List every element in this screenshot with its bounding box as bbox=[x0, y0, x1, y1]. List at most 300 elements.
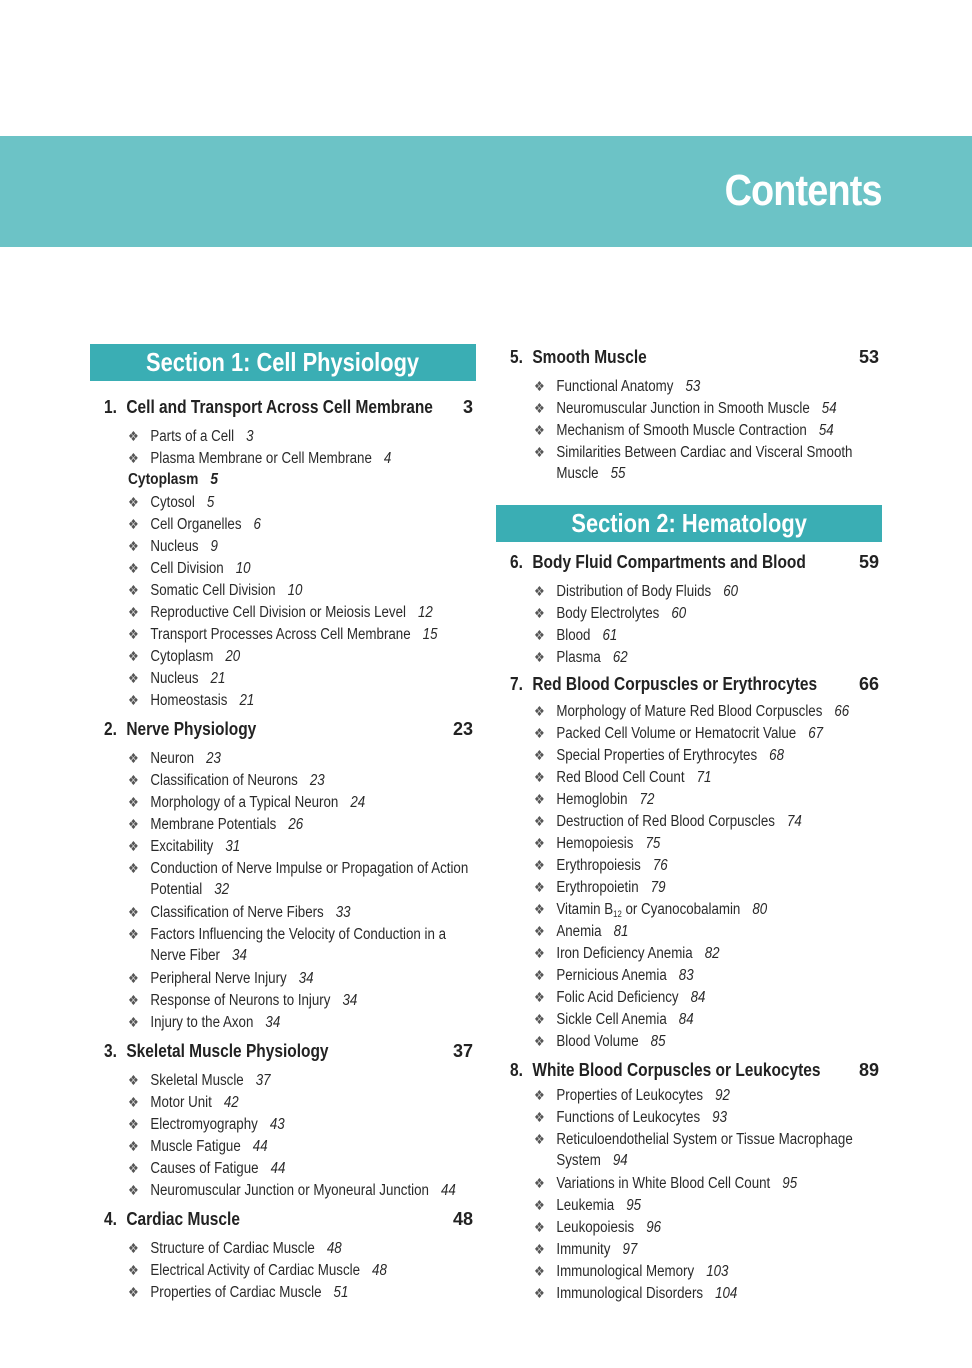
toc-item-text: Erythropoiesis bbox=[556, 857, 641, 874]
toc-item[interactable] bbox=[534, 1282, 737, 1305]
toc-page-number: 74 bbox=[786, 813, 802, 830]
toc-item-text: Factors Influencing the Velocity of Conduction in a bbox=[150, 926, 447, 943]
bullet-icon: ❖ bbox=[534, 378, 545, 394]
chapter-page-number: 59 bbox=[858, 552, 879, 572]
section-heading-label: Section 2: Hematology bbox=[571, 508, 807, 538]
toc-item-text: Reticuloendothelial System or Tissue Macrophage bbox=[556, 1131, 853, 1148]
chapter-number: 4. bbox=[104, 1209, 117, 1229]
toc-item[interactable] bbox=[534, 1216, 661, 1239]
toc-item-text: Motor Unit bbox=[150, 1094, 212, 1111]
bullet-icon: ❖ bbox=[128, 1116, 139, 1132]
bullet-icon: ❖ bbox=[128, 1262, 139, 1278]
toc-item[interactable] bbox=[534, 1030, 665, 1053]
toc-item[interactable] bbox=[534, 580, 738, 603]
toc-item[interactable] bbox=[128, 835, 240, 858]
chapter-title[interactable] bbox=[104, 1040, 329, 1062]
toc-page-number: 21 bbox=[239, 692, 255, 709]
toc-item-text: Leukemia bbox=[556, 1197, 615, 1214]
bullet-icon: ❖ bbox=[534, 444, 545, 460]
toc-item[interactable] bbox=[128, 645, 240, 668]
bullet-icon: ❖ bbox=[128, 794, 139, 810]
toc-item-text: Injury to the Axon bbox=[150, 1014, 254, 1031]
subscript: 12 bbox=[613, 909, 622, 919]
toc-item-text: Nucleus bbox=[150, 670, 199, 687]
bullet-icon: ❖ bbox=[534, 769, 545, 785]
bullet-icon: ❖ bbox=[534, 1131, 545, 1147]
toc-item[interactable] bbox=[128, 1069, 271, 1092]
toc-page-number: 95 bbox=[782, 1175, 798, 1192]
toc-item-text: Response of Neurons to Injury bbox=[150, 992, 331, 1009]
toc-page-number: 71 bbox=[696, 769, 712, 786]
toc-item[interactable] bbox=[128, 1113, 285, 1136]
toc-item-text: Electromyography bbox=[150, 1116, 258, 1133]
toc-item-text: Homeostasis bbox=[150, 692, 228, 709]
toc-item[interactable] bbox=[128, 813, 303, 836]
toc-page-number: 34 bbox=[232, 947, 247, 964]
bullet-icon: ❖ bbox=[534, 1033, 545, 1049]
toc-item[interactable] bbox=[534, 441, 852, 464]
toc-page-number: 26 bbox=[288, 816, 304, 833]
bullet-icon: ❖ bbox=[128, 1182, 139, 1198]
bullet-icon: ❖ bbox=[128, 428, 139, 444]
toc-page-number: 6 bbox=[253, 516, 261, 533]
bullet-icon: ❖ bbox=[128, 1160, 139, 1176]
toc-item-text: Transport Processes Across Cell Membrane bbox=[150, 626, 411, 643]
toc-item-text: Excitability bbox=[150, 838, 214, 855]
toc-page-number: 10 bbox=[287, 582, 303, 599]
toc-item[interactable] bbox=[534, 646, 628, 669]
section-heading bbox=[90, 344, 476, 381]
toc-item-text: Iron Deficiency Anemia bbox=[556, 945, 693, 962]
chapter-title-text: Smooth Muscle bbox=[532, 347, 647, 367]
toc-item[interactable] bbox=[534, 942, 720, 965]
toc-page-number: 44 bbox=[270, 1160, 286, 1177]
toc-page-number: 62 bbox=[612, 649, 628, 666]
chapter-page-number: 3 bbox=[462, 397, 473, 417]
toc-subheading-text: Cytoplasm bbox=[128, 471, 199, 488]
toc-item-text: Cell Division bbox=[150, 560, 224, 577]
bullet-icon: ❖ bbox=[534, 1109, 545, 1125]
toc-item-text: Nucleus bbox=[150, 538, 199, 555]
toc-page-number: 5 bbox=[210, 471, 219, 488]
toc-item[interactable] bbox=[128, 747, 221, 770]
toc-item-text: Morphology of Mature Red Blood Corpuscles bbox=[556, 703, 823, 720]
toc-page-number: 34 bbox=[342, 992, 358, 1009]
bullet-icon: ❖ bbox=[534, 791, 545, 807]
chapter-title[interactable] bbox=[510, 551, 806, 573]
bullet-icon: ❖ bbox=[128, 450, 139, 466]
bullet-icon: ❖ bbox=[128, 582, 139, 598]
bullet-icon: ❖ bbox=[128, 516, 139, 532]
chapter-title-text: Cell and Transport Across Cell Membrane bbox=[126, 397, 433, 417]
bullet-icon: ❖ bbox=[128, 648, 139, 664]
chapter-page-number: 66 bbox=[858, 674, 879, 694]
page-title: Contents bbox=[724, 166, 882, 215]
toc-item-text: Electrical Activity of Cardiac Muscle bbox=[150, 1262, 361, 1279]
bullet-icon: ❖ bbox=[534, 923, 545, 939]
toc-page-number: 34 bbox=[265, 1014, 281, 1031]
toc-item-text: Variations in White Blood Cell Count bbox=[556, 1175, 771, 1192]
toc-item-text: Neuromuscular Junction or Myoneural Junction bbox=[150, 1182, 429, 1199]
bullet-icon: ❖ bbox=[534, 747, 545, 763]
chapter-title-text: Body Fluid Compartments and Blood bbox=[532, 552, 806, 572]
toc-page-number: 12 bbox=[417, 604, 433, 621]
toc-item[interactable] bbox=[128, 1011, 280, 1034]
toc-item[interactable] bbox=[128, 535, 218, 558]
toc-page-number: 103 bbox=[706, 1263, 729, 1280]
toc-page-number: 44 bbox=[440, 1182, 456, 1199]
toc-item-text: Parts of a Cell bbox=[150, 428, 235, 445]
toc-page-number: 54 bbox=[818, 422, 834, 439]
toc-item[interactable] bbox=[534, 624, 617, 647]
toc-item[interactable] bbox=[534, 700, 849, 723]
bullet-icon: ❖ bbox=[534, 627, 545, 643]
toc-page-number: 44 bbox=[252, 1138, 268, 1155]
toc-item[interactable] bbox=[534, 854, 668, 877]
chapter-title[interactable] bbox=[104, 1208, 240, 1230]
bullet-icon: ❖ bbox=[128, 816, 139, 832]
contents-banner bbox=[0, 136, 972, 247]
bullet-icon: ❖ bbox=[534, 1197, 545, 1213]
toc-item-text: Properties of Cardiac Muscle bbox=[150, 1284, 322, 1301]
toc-page-number: 104 bbox=[715, 1285, 738, 1302]
bullet-icon: ❖ bbox=[128, 538, 139, 554]
toc-item[interactable] bbox=[534, 964, 694, 987]
chapter-number: 3. bbox=[104, 1041, 117, 1061]
toc-item[interactable] bbox=[534, 397, 837, 420]
toc-item-text: Plasma bbox=[556, 649, 601, 666]
toc-page-number: 23 bbox=[309, 772, 325, 789]
toc-page-number: 51 bbox=[333, 1284, 349, 1301]
toc-item[interactable] bbox=[534, 876, 665, 899]
toc-page-number: 95 bbox=[626, 1197, 642, 1214]
toc-item-text: Vitamin B bbox=[556, 901, 614, 918]
bullet-icon: ❖ bbox=[128, 970, 139, 986]
toc-item-text: Immunological Disorders bbox=[556, 1285, 704, 1302]
toc-item-text: Peripheral Nerve Injury bbox=[150, 970, 287, 987]
toc-page-number: 3 bbox=[246, 428, 254, 445]
toc-item[interactable] bbox=[534, 1238, 637, 1261]
toc-item-text: Neuromuscular Junction in Smooth Muscle bbox=[556, 400, 810, 417]
toc-page-number: 34 bbox=[298, 970, 314, 987]
bullet-icon: ❖ bbox=[534, 1285, 545, 1301]
chapter-title-text: Skeletal Muscle Physiology bbox=[126, 1041, 329, 1061]
bullet-icon: ❖ bbox=[534, 945, 545, 961]
toc-page-number: 75 bbox=[645, 835, 661, 852]
toc-item[interactable] bbox=[128, 769, 325, 792]
toc-page-number: 23 bbox=[206, 750, 221, 767]
toc-item[interactable] bbox=[128, 491, 214, 514]
toc-page-number: 60 bbox=[671, 605, 687, 622]
toc-page-number: 4 bbox=[383, 450, 392, 467]
bullet-icon: ❖ bbox=[128, 926, 139, 942]
toc-item[interactable] bbox=[534, 419, 834, 442]
bullet-icon: ❖ bbox=[128, 1240, 139, 1256]
toc-item[interactable] bbox=[128, 601, 433, 624]
chapter-title-text: Cardiac Muscle bbox=[126, 1209, 240, 1229]
toc-item-text: Anemia bbox=[556, 923, 602, 940]
toc-item[interactable] bbox=[128, 857, 468, 880]
toc-item-text: Hemopoiesis bbox=[556, 835, 634, 852]
toc-page-number: 15 bbox=[422, 626, 438, 643]
bullet-icon: ❖ bbox=[128, 992, 139, 1008]
toc-item-text: Classification of Neurons bbox=[150, 772, 298, 789]
toc-page-number: 43 bbox=[269, 1116, 285, 1133]
toc-item[interactable] bbox=[128, 1259, 387, 1282]
bullet-icon: ❖ bbox=[534, 1241, 545, 1257]
toc-item[interactable] bbox=[534, 1106, 727, 1129]
toc-page-number: 5 bbox=[206, 494, 215, 511]
bullet-icon: ❖ bbox=[128, 1284, 139, 1300]
chapter-number: 6. bbox=[510, 552, 523, 572]
toc-item-text: Muscle bbox=[556, 465, 599, 482]
bullet-icon: ❖ bbox=[534, 725, 545, 741]
bullet-icon: ❖ bbox=[128, 1094, 139, 1110]
toc-page-number: 72 bbox=[639, 791, 655, 808]
toc-page-number: 66 bbox=[834, 703, 850, 720]
toc-page-number: 83 bbox=[678, 967, 694, 984]
chapter-title-text: Nerve Physiology bbox=[126, 719, 257, 739]
toc-item-text: System bbox=[556, 1152, 601, 1169]
toc-subheading[interactable] bbox=[128, 469, 218, 491]
toc-item-text: Cytoplasm bbox=[150, 648, 214, 665]
toc-page-number: 20 bbox=[225, 648, 241, 665]
toc-item-text: Neuron bbox=[150, 750, 195, 767]
toc-item-text: Distribution of Body Fluids bbox=[556, 583, 712, 600]
toc-page-number: 84 bbox=[678, 1011, 694, 1028]
bullet-icon: ❖ bbox=[128, 626, 139, 642]
toc-page-number: 48 bbox=[372, 1262, 387, 1279]
toc-page-number: 68 bbox=[769, 747, 785, 764]
toc-item-text: Functions of Leukocytes bbox=[556, 1109, 701, 1126]
chapter-title[interactable] bbox=[104, 396, 433, 418]
bullet-icon: ❖ bbox=[534, 901, 545, 917]
toc-item-text: Pernicious Anemia bbox=[556, 967, 667, 984]
toc-item-text: Functional Anatomy bbox=[556, 378, 674, 395]
toc-page-number: 60 bbox=[723, 583, 739, 600]
toc-item-text: Nerve Fiber bbox=[150, 947, 220, 964]
toc-item[interactable] bbox=[128, 901, 351, 924]
toc-item-continuation bbox=[128, 879, 229, 901]
bullet-icon: ❖ bbox=[128, 1072, 139, 1088]
toc-page-number: 80 bbox=[752, 901, 768, 918]
toc-item[interactable] bbox=[128, 1179, 456, 1202]
toc-item-text: Special Properties of Erythrocytes bbox=[556, 747, 758, 764]
toc-page-number: 82 bbox=[704, 945, 720, 962]
toc-item[interactable] bbox=[534, 986, 705, 1009]
bullet-icon: ❖ bbox=[534, 879, 545, 895]
toc-item[interactable] bbox=[534, 1128, 853, 1151]
toc-item-text: Packed Cell Volume or Hematocrit Value bbox=[556, 725, 797, 742]
bullet-icon: ❖ bbox=[534, 967, 545, 983]
bullet-icon: ❖ bbox=[128, 1014, 139, 1030]
toc-page-number: 79 bbox=[650, 879, 666, 896]
bullet-icon: ❖ bbox=[128, 772, 139, 788]
chapter-page-number: 48 bbox=[452, 1209, 473, 1229]
toc-item-text-after: or Cyanocobalamin bbox=[621, 901, 741, 918]
bullet-icon: ❖ bbox=[534, 857, 545, 873]
bullet-icon: ❖ bbox=[128, 604, 139, 620]
toc-item-text: Membrane Potentials bbox=[150, 816, 277, 833]
toc-item[interactable] bbox=[128, 513, 261, 536]
toc-item[interactable] bbox=[128, 447, 391, 470]
toc-item-text: Properties of Leukocytes bbox=[556, 1087, 704, 1104]
bullet-icon: ❖ bbox=[128, 494, 139, 510]
toc-item[interactable] bbox=[534, 744, 784, 767]
toc-item-text: Body Electrolytes bbox=[556, 605, 660, 622]
chapter-title-text: Red Blood Corpuscles or Erythrocytes bbox=[532, 674, 818, 694]
toc-item[interactable] bbox=[128, 923, 446, 946]
bullet-icon: ❖ bbox=[534, 1175, 545, 1191]
toc-page-number: 42 bbox=[223, 1094, 239, 1111]
toc-item[interactable] bbox=[128, 791, 365, 814]
toc-item-text: Plasma Membrane or Cell Membrane bbox=[150, 450, 372, 467]
bullet-icon: ❖ bbox=[128, 670, 139, 686]
bullet-icon: ❖ bbox=[534, 605, 545, 621]
toc-item[interactable] bbox=[128, 989, 357, 1012]
toc-page-number: 84 bbox=[690, 989, 706, 1006]
bullet-icon: ❖ bbox=[128, 692, 139, 708]
toc-item-text: Cytosol bbox=[150, 494, 195, 511]
toc-item-text: Blood bbox=[556, 627, 591, 644]
bullet-icon: ❖ bbox=[128, 560, 139, 576]
toc-item-text: Sickle Cell Anemia bbox=[556, 1011, 667, 1028]
toc-item[interactable] bbox=[128, 557, 251, 580]
toc-item-text: Reproductive Cell Division or Meiosis Level bbox=[150, 604, 406, 621]
toc-item-text: Causes of Fatigue bbox=[150, 1160, 259, 1177]
toc-page-number: 67 bbox=[808, 725, 824, 742]
toc-item-text: Muscle Fatigue bbox=[150, 1138, 241, 1155]
toc-page-number: 33 bbox=[335, 904, 351, 921]
bullet-icon: ❖ bbox=[128, 750, 139, 766]
chapter-title[interactable] bbox=[510, 346, 647, 368]
chapter-number: 8. bbox=[510, 1060, 523, 1080]
toc-item[interactable] bbox=[128, 1157, 285, 1180]
toc-item-text: Cell Organelles bbox=[150, 516, 242, 533]
toc-page-number: 48 bbox=[326, 1240, 342, 1257]
toc-item[interactable] bbox=[534, 375, 700, 398]
toc-page-number: 94 bbox=[612, 1152, 628, 1169]
toc-page-number: 37 bbox=[255, 1072, 271, 1089]
chapter-title-text: White Blood Corpuscles or Leukocytes bbox=[532, 1060, 821, 1080]
toc-item[interactable] bbox=[534, 1008, 694, 1031]
toc-page-number: 53 bbox=[685, 378, 701, 395]
chapter-page-number: 53 bbox=[858, 347, 879, 367]
toc-item-continuation bbox=[534, 1150, 628, 1172]
toc-page-number: 31 bbox=[225, 838, 241, 855]
toc-page-number: 55 bbox=[610, 465, 626, 482]
toc-page-number: 97 bbox=[622, 1241, 638, 1258]
toc-item[interactable] bbox=[534, 920, 628, 943]
bullet-icon: ❖ bbox=[534, 703, 545, 719]
toc-item-text: Skeletal Muscle bbox=[150, 1072, 244, 1089]
toc-item[interactable] bbox=[128, 967, 314, 990]
bullet-icon: ❖ bbox=[534, 400, 545, 416]
bullet-icon: ❖ bbox=[534, 1087, 545, 1103]
toc-item[interactable] bbox=[128, 689, 254, 712]
toc-page-number: 21 bbox=[210, 670, 226, 687]
chapter-number: 5. bbox=[510, 347, 523, 367]
toc-page-number: 92 bbox=[715, 1087, 730, 1104]
toc-item[interactable] bbox=[128, 1237, 342, 1260]
toc-page-number: 32 bbox=[214, 881, 230, 898]
toc-item-text: Destruction of Red Blood Corpuscles bbox=[556, 813, 775, 830]
toc-item-text: Somatic Cell Division bbox=[150, 582, 276, 599]
chapter-page-number: 89 bbox=[858, 1060, 879, 1080]
bullet-icon: ❖ bbox=[128, 860, 139, 876]
bullet-icon: ❖ bbox=[534, 649, 545, 665]
bullet-icon: ❖ bbox=[534, 1011, 545, 1027]
toc-item-text: Similarities Between Cardiac and Visceral Smooth bbox=[556, 444, 853, 461]
toc-item[interactable] bbox=[128, 667, 225, 690]
toc-page-number: 24 bbox=[350, 794, 366, 811]
chapter-page-number: 37 bbox=[452, 1041, 473, 1061]
toc-item[interactable] bbox=[534, 810, 802, 833]
bullet-icon: ❖ bbox=[534, 583, 545, 599]
toc-item[interactable] bbox=[534, 1194, 641, 1217]
chapter-page-number: 23 bbox=[452, 719, 473, 739]
toc-item-text: Hemoglobin bbox=[556, 791, 628, 808]
toc-item[interactable] bbox=[128, 1135, 268, 1158]
toc-item[interactable] bbox=[534, 1260, 728, 1283]
section-heading-label: Section 1: Cell Physiology bbox=[146, 347, 420, 377]
toc-item-text: Red Blood Cell Count bbox=[556, 769, 685, 786]
bullet-icon: ❖ bbox=[534, 1219, 545, 1235]
toc-item[interactable] bbox=[534, 1084, 730, 1107]
toc-item[interactable] bbox=[128, 1091, 239, 1114]
toc-item[interactable] bbox=[128, 623, 438, 646]
toc-item-text: Folic Acid Deficiency bbox=[556, 989, 679, 1006]
toc-item-text: Mechanism of Smooth Muscle Contraction bbox=[556, 422, 807, 439]
toc-item-text: Immunological Memory bbox=[556, 1263, 695, 1280]
chapter-number: 7. bbox=[510, 674, 523, 694]
toc-page-number: 76 bbox=[652, 857, 668, 874]
toc-item[interactable] bbox=[534, 722, 823, 745]
toc-page-number: 85 bbox=[650, 1033, 666, 1050]
toc-item[interactable] bbox=[534, 766, 711, 789]
toc-item[interactable] bbox=[534, 1172, 797, 1195]
toc-page-number: 81 bbox=[613, 923, 629, 940]
toc-item-text: Potential bbox=[150, 881, 203, 898]
toc-item-text: Classification of Nerve Fibers bbox=[150, 904, 324, 921]
toc-item-text: Leukopoiesis bbox=[556, 1219, 635, 1236]
toc-item[interactable] bbox=[534, 602, 686, 625]
toc-item-text: Structure of Cardiac Muscle bbox=[150, 1240, 315, 1257]
bullet-icon: ❖ bbox=[128, 1138, 139, 1154]
toc-item[interactable] bbox=[128, 579, 302, 602]
toc-item-text: Morphology of a Typical Neuron bbox=[150, 794, 339, 811]
toc-item-text: Immunity bbox=[556, 1241, 611, 1258]
toc-item-text: Erythropoietin bbox=[556, 879, 639, 896]
toc-item[interactable] bbox=[534, 788, 654, 811]
toc-page-number: 9 bbox=[210, 538, 218, 555]
toc-item[interactable] bbox=[534, 832, 660, 855]
toc-item[interactable] bbox=[128, 1281, 348, 1304]
toc-item-text: Blood Volume bbox=[556, 1033, 639, 1050]
toc-item[interactable] bbox=[128, 425, 254, 448]
chapter-title[interactable] bbox=[104, 718, 256, 740]
bullet-icon: ❖ bbox=[534, 989, 545, 1005]
chapter-title[interactable] bbox=[510, 673, 817, 695]
bullet-icon: ❖ bbox=[128, 838, 139, 854]
chapter-number: 1. bbox=[104, 397, 117, 417]
chapter-title[interactable] bbox=[510, 1059, 821, 1081]
toc-page-number: 61 bbox=[602, 627, 618, 644]
chapter-number: 2. bbox=[104, 719, 117, 739]
bullet-icon: ❖ bbox=[534, 835, 545, 851]
bullet-icon: ❖ bbox=[534, 422, 545, 438]
toc-page-number: 10 bbox=[235, 560, 251, 577]
